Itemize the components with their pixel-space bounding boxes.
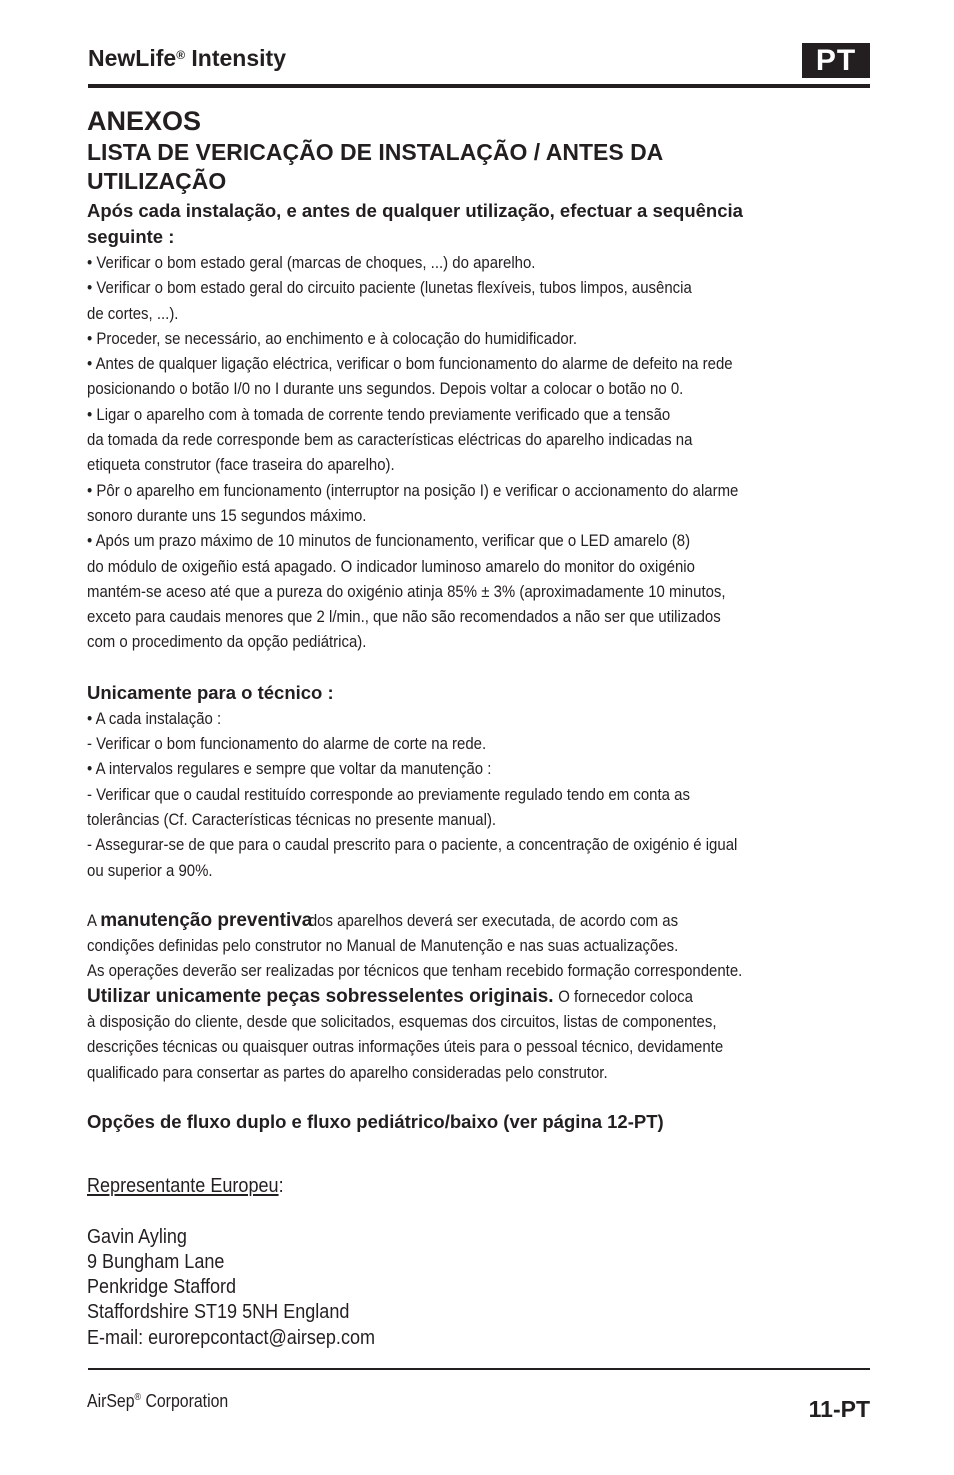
checklist-line: • Verificar o bom estado geral do circuito paciente (lunetas flexíveis, tubos limpos, ausência [87,278,692,298]
product-title [88,42,286,74]
maintenance-line-2: condições definidas pelo construtor no Manual de Manutenção e nas suas actualizações. [87,936,679,956]
representative-address: 9 Bungham Lane [87,1249,225,1273]
representative-address: Penkridge Stafford [87,1275,237,1299]
checklist-line: mantém-se aceso até que a pureza do oxigénio atinja 85% ± 3% (aproximadamente 10 minutos, [87,581,726,601]
technician-line: ou superior a 90%. [87,860,213,880]
main-content [87,104,877,1085]
representative-name: Gavin Ayling [87,1224,187,1248]
registered-mark: ® [176,48,186,62]
technician-line: • A cada instalação : [87,708,222,728]
checklist-line: sonoro durante uns 15 segundos máximo. [87,505,367,525]
checklist-line: • Ligar o aparelho com à tomada de corrente tendo previamente verificado que a tensão [87,404,671,424]
product-name: NewLife [88,45,177,71]
technician-heading: Unicamente para o técnico : [87,681,334,703]
section-title: ANEXOS [87,106,202,136]
checklist-body [87,250,877,1085]
footer-divider [88,1368,870,1370]
company-suffix: Corporation [141,1391,229,1411]
technician-line: - Assegurar-se de que para o caudal prescrito para o paciente, a concentração de oxigénio é igual [87,835,738,855]
maintenance-rest: dos aparelhos deverá ser executada, de acordo com as [304,910,679,930]
original-parts-bold: Utilizar unicamente peças sobresselentes originais. [87,985,554,1007]
representative-label-line [87,1173,580,1198]
maintenance-line-4 [87,984,877,1009]
product-suffix: Intensity [185,45,286,71]
representative-email: E-mail: eurorepcontact@airsep.com [87,1325,376,1349]
maintenance-line-6: descrições técnicas ou quaisquer outras informações úteis para o pessoal técnico, devidamente [87,1037,724,1057]
language-badge: PT [802,43,870,78]
maintenance-prefix: A [87,910,101,930]
checklist-line: do módulo de oxigeñio está apagado. O indicador luminoso amarelo do monitor do oxigénio [87,556,695,576]
technician-line: • A intervalos regulares e sempre que voltar da manutenção : [87,759,492,779]
page-number: 11-PT [808,1396,870,1422]
footer-company [87,1386,228,1413]
checklist-line: exceto para caudais menores que 2 l/min., que não são recomendados a não ser que utilizados [87,607,721,627]
checklist-line: • Antes de qualquer ligação eléctrica, verificar o bom funcionamento do alarme de defeito na rede [87,354,733,374]
maintenance-line-1 [87,908,877,933]
lead-line-2: seguinte : [87,226,175,247]
maintenance-line-3: As operações deverão ser realizadas por técnicos que tenham recebido formação correspondente. [87,961,743,981]
checklist-line: da tomada da rede corresponde bem as características eléctricas do aparelho indicadas na [87,430,693,450]
representative-address: Staffordshire ST19 5NH England [87,1300,350,1324]
checklist-title-line-1: LISTA DE VERICAÇÃO DE INSTALAÇÃO / ANTES DA [87,139,664,165]
header-divider [88,84,870,88]
checklist-line: • Após um prazo máximo de 10 minutos de funcionamento, verificar que o LED amarelo (8) [87,531,691,551]
checklist-line: de cortes, ...). [87,303,179,323]
checklist-line: • Verificar o bom estado geral (marcas de choques, ...) do aparelho. [87,253,536,272]
technician-line: tolerâncias (Cf. Características técnicas no presente manual). [87,809,497,829]
checklist-line: • Pôr o aparelho em funcionamento (interruptor na posição I) e verificar o accionamento do alarme [87,480,739,500]
original-parts-rest: O fornecedor coloca [554,986,693,1006]
maintenance-line-5: à disposição do cliente, desde que solicitados, esquemas dos circuitos, listas de componentes, [87,1012,717,1032]
maintenance-bold: manutenção preventiva [100,909,313,931]
european-representative [87,1173,580,1350]
checklist-title-line-2: UTILIZAÇÃO [87,168,227,194]
checklist-line: com o procedimento da opção pediátrica). [87,632,367,652]
company-registered-mark: ® [134,1392,142,1403]
checklist-line: • Proceder, se necessário, ao enchimento e à colocação do humidificador. [87,328,578,348]
lead-line-1: Após cada instalação, e antes de qualquer utilização, efectuar a sequência [87,200,743,221]
company-name: AirSep [87,1391,135,1411]
maintenance-line-7: qualificado para consertar as partes do aparelho consideradas pelo construtor. [87,1062,608,1082]
checklist-line: posicionando o botão I/0 no I durante uns segundos. Depois voltar a colocar o botão no 0. [87,379,684,399]
representative-label: Representante Europeu [87,1174,279,1197]
checklist-line: etiqueta construtor (face traseira do aparelho). [87,455,395,475]
technician-line: - Verificar que o caudal restituído corresponde ao previamente regulado tendo em conta as [87,784,690,804]
options-note: Opções de fluxo duplo e fluxo pediátrico/baixo (ver página 12-PT) [87,1111,664,1132]
technician-line: - Verificar o bom funcionamento do alarme de corte na rede. [87,734,487,754]
representative-colon: : [278,1174,284,1197]
